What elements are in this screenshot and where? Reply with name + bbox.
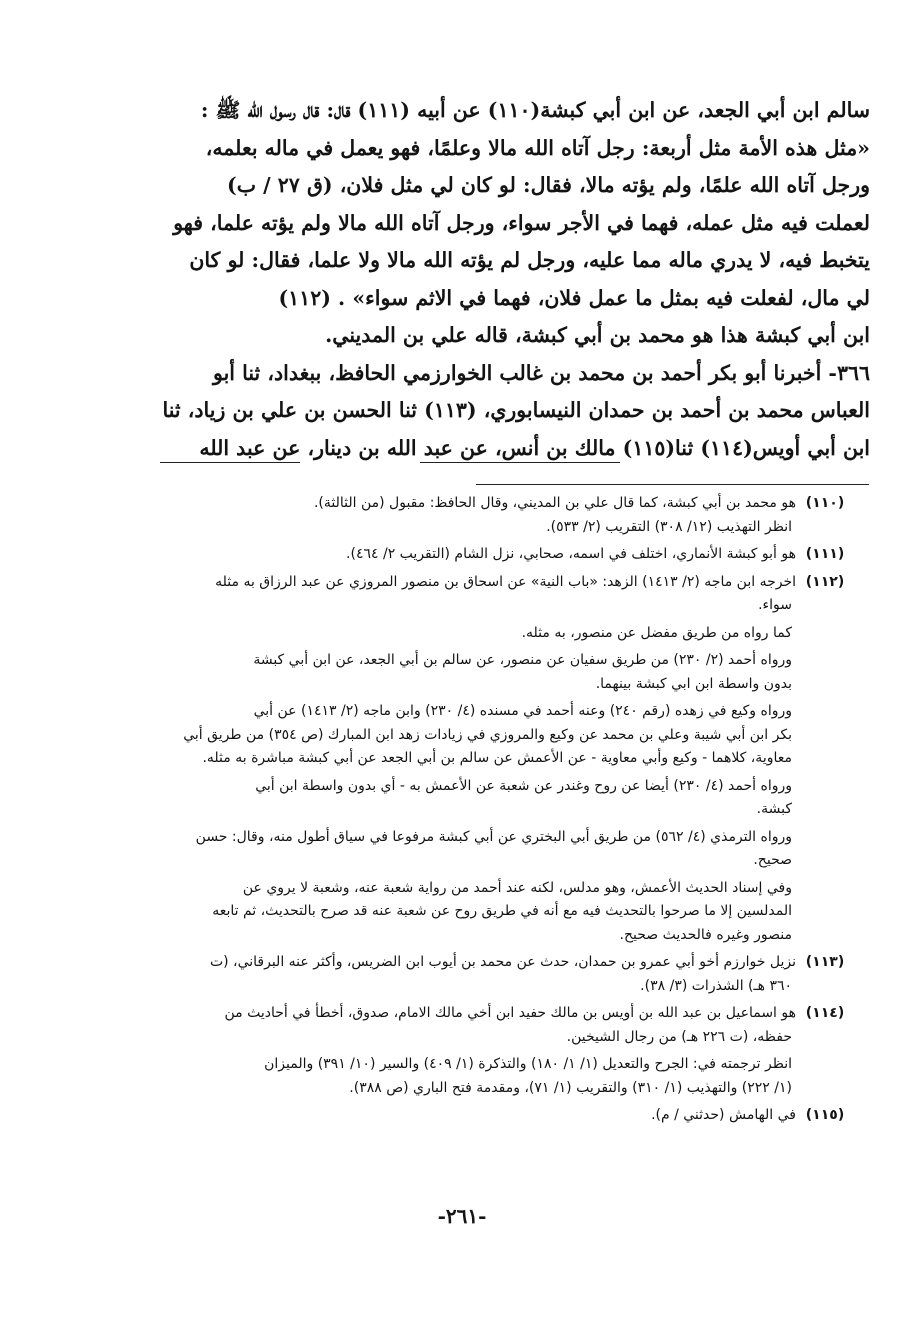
footnote-line: هو أبو كبشة الأنماري، اختلف في اسمه، صحابي، نزل الشام (التقريب ٢/ ٤٦٤). xyxy=(346,546,796,562)
footnote-line: بدون واسطة ابن ابي كبشة بينهما. xyxy=(595,675,792,692)
footnote-line: سواء. xyxy=(758,597,792,613)
footnote-line: اخرجه ابن ماجه (٢/ ١٤١٣) الزهد: «باب النية» عن اسحاق بن منصور المروزي عن عبد الرزاق به مثله xyxy=(215,573,796,590)
footnote-line: المدلسين إلا ما صرحوا بالتحديث فيه مع أنه في طريق روح عن شعبة عنه قد صرح بالتحديث، ثم تابعه xyxy=(212,903,792,919)
footnote-line: صحيح. xyxy=(753,852,792,868)
main-text xyxy=(150,92,870,467)
footnote-line: في الهامش (حدثني / م). xyxy=(651,1107,796,1123)
footnote-line: كبشة. xyxy=(756,801,792,817)
main-line: «مثل هذه الأمة مثل أربعة: رجل آتاه الله مالا وعلمًا، فهو يعمل في ماله بعلمه، xyxy=(205,135,870,160)
footnote-line: ٣٦٠ هـ) الشذرات (٣/ ٣٨). xyxy=(640,977,792,994)
main-line: ورجل آتاه الله علمًا، ولم يؤته مالا، فقال: لو كان لي مثل فلان، (ق ٢٧ / ب) xyxy=(227,173,870,197)
footnotes xyxy=(120,484,854,1128)
main-line: ابن أبي أويس(١١٤) ثنا(١١٥) مالك بن أنس، عن عبد الله بن دينار، عن عبد الله xyxy=(199,435,870,460)
footnote-line: ورواه أحمد (٤/ ٢٣٠) أيضا عن روح وغندر عن شعبة عن الأعمش به - أي بدون واسطة ابن أبي xyxy=(255,777,792,794)
footnote-line: هو محمد بن أبي كبشة، كما قال علي بن المديني، وقال الحافظ: مقبول (من الثالثة). xyxy=(313,495,796,511)
main-line: لعملت فيه مثل عمله، فهما في الأجر سواء، ورجل آتاه الله مالا ولم يؤته علما، فهو xyxy=(173,210,870,235)
footnote-110 xyxy=(120,492,854,539)
footnote-line: انظر ترجمته في: الجرح والتعديل (١/ ١/ ١٨٠) والتذكرة (١/ ٤٠٩) والسير (١٠/ ٣٩١) والميزان xyxy=(264,1056,792,1072)
footnote-115 xyxy=(120,1104,854,1128)
main-line: العباس محمد بن أحمد بن حمدان النيسابوري، (١١٣) ثنا الحسن بن علي بن زياد، ثنا xyxy=(162,398,870,422)
footnote-number: (١١٠) xyxy=(805,495,845,511)
hadith-366-line: ٣٦٦- أخبرنا أبو بكر أحمد بن محمد بن غالب الخوارزمي الحافظ، ببغداد، ثنا أبو xyxy=(213,360,870,385)
footnote-line: (١/ ٢٢٢) والتهذيب (١/ ٣١٠) والتقريب (١/ ٧١)، ومقدمة فتح الباري (ص ٣٨٨). xyxy=(349,1079,792,1096)
main-line: ابن أبي كبشة هذا هو محمد بن أبي كبشة، قاله علي بن المديني. xyxy=(325,323,870,347)
footnote-line: حفظه، (ت ٢٢٦ هـ) من رجال الشيخين. xyxy=(566,1028,792,1045)
footnote-line: منصور وغيره فالحديث صحيح. xyxy=(619,926,792,943)
underline-mark xyxy=(420,462,620,463)
footnote-line: وفي إسناد الحديث الأعمش، وهو مدلس، لكنه عند أحمد من رواية شعبة عنه، وشعبة لا يروي عن xyxy=(242,879,792,896)
page-number: -٢٦١- xyxy=(437,1204,487,1228)
footnote-line: كما رواه من طريق مفضل عن منصور، به مثله. xyxy=(521,624,792,641)
footnote-line: هو اسماعيل بن عبد الله بن أويس بن مالك حفيد ابن أخي مالك الامام، صدوق، أخطأ في أحاديث من xyxy=(224,1005,796,1021)
footnote-line: ورواه الترمذي (٤/ ٥٦٢) من طريق أبي البختري عن أبي كبشة مرفوعا في سياق أطول منه، وقال: حسن xyxy=(195,828,792,845)
footnote-line: بكر ابن أبي شيبة وعلي بن محمد عن وكيع والمروزي في زيادات زهد ابن المبارك (ص ٣٥٤) من طريق أبي xyxy=(183,726,792,743)
footnote-112 xyxy=(120,571,854,948)
footnote-line: معاوية، كلاهما - وكيع وأبي معاوية - عن الأعمش عن سالم بن أبي الجعد عن أبي كبشة مباشرة به مثله. xyxy=(202,750,792,766)
footnote-line: نزيل خوارزم أخو أبي عمرو بن حمدان، حدث عن محمد بن أيوب ابن الضريس، وأكثر عنه البرقاني، (ت xyxy=(209,954,796,970)
footnote-number: (١١٥) xyxy=(805,1107,845,1123)
footnote-line: ورواه وكيع في زهده (رقم ٢٤٠) وعنه أحمد في مسنده (٤/ ٢٣٠) وابن ماجه (٢/ ١٤١٣) عن أبي xyxy=(253,703,792,719)
footnote-line: انظر التهذيب (١٢/ ٣٠٨) التقريب (٢/ ٥٣٣). xyxy=(546,518,792,535)
main-line: لي مال، لفعلت فيه بمثل ما عمل فلان، فهما في الاثم سواء» . (١١٢) xyxy=(278,285,870,310)
footnote-number: (١١١) xyxy=(805,546,845,562)
main-line: يتخبط فيه، لا يدري ماله مما عليه، ورجل لم يؤته الله مالا ولا علما، فقال: لو كان xyxy=(189,248,870,272)
footnote-114 xyxy=(120,1002,854,1100)
footnote-111 xyxy=(120,543,854,567)
footnote-number: (١١٤) xyxy=(805,1005,845,1021)
underline-mark xyxy=(160,462,300,463)
footnote-line: ورواه أحمد (٢/ ٢٣٠) من طريق سفيان عن منصور، عن سالم بن أبي الجعد، عن ابن أبي كبشة xyxy=(253,652,792,668)
footnote-number: (١١٢) xyxy=(805,573,845,590)
main-line: سالم ابن أبي الجعد، عن ابن أبي كبشة(١١٠) عن أبيه (١١١) قال: قال رسول الله ﷺ : xyxy=(200,98,870,122)
footnote-number: (١١٣) xyxy=(805,954,845,970)
footnote-113 xyxy=(120,951,854,998)
